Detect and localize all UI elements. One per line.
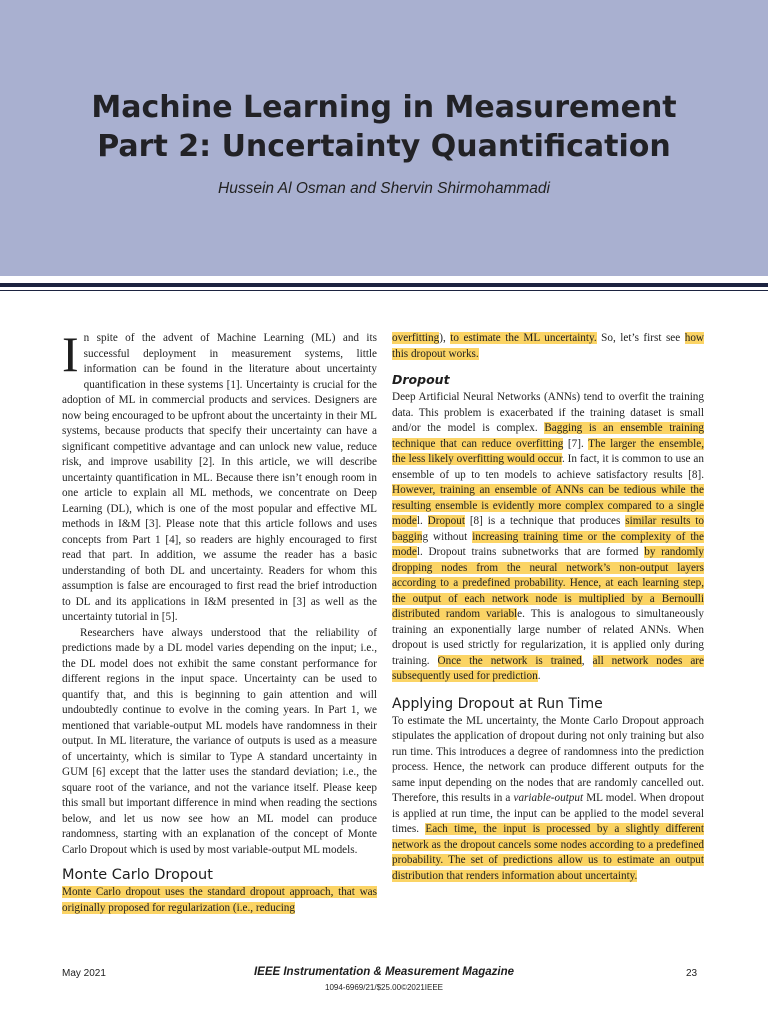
highlight: Dropout [427, 515, 465, 527]
highlight: Once the network is trained [437, 654, 582, 667]
highlight: by randomly dropping nodes from the neural network’s non-output layers according to a predefined probability. Hence, at each learning step, the output of each network node is multiplied by a Bernoulli distributed random variabl [392, 546, 704, 620]
heading-monte-carlo-dropout: Monte Carlo Dropout [62, 867, 213, 883]
paragraph-dropout [392, 390, 704, 685]
text-run: e. This is analogous to simultaneously training an exponentially large number of related ANNs. When dropout is used strictly for regularization, it is applied only during training. [392, 608, 705, 667]
highlight: all network nodes are subsequently used for prediction [392, 654, 704, 682]
paragraph-continuation [392, 331, 704, 362]
heading-dropout: Dropout [392, 372, 450, 387]
text-run: ML model. When dropout is applied at run time, the input can be applied to the model several times. [392, 792, 704, 835]
highlight: to estimate the ML uncertainty. [450, 332, 597, 344]
paragraph-run-time [392, 714, 704, 885]
drop-cap: I [62, 326, 79, 382]
italic-term: variable-output [513, 792, 584, 804]
highlight: Each time, the input is processed by a slightly different network as the dropout cancels some nodes according to a predefined probability. The set of predictions allow us to estimate an output distribution that renders information about uncertainty. [392, 823, 704, 882]
intro-text: n spite of the advent of Machine Learning (ML) and its successful deployment in measurement systems, little information can be found in the literature about uncertainty quantification in these systems [1]. Uncertainty is crucial for the adoption of ML in commercial products and services. Designers are now being encouraged to be upfront about the uncertainty in their ML systems, because products that specify their uncertainty can have a significant competitive advantage and can unlock new value, reduce risk, and improve usability [2]. In this article, we will describe uncertainty quantification in ML. Because there isn’t enough room in one article to explain all ML methods, we concentrate on Deep Learning (DL), which is one of the most popular and effective ML methods in I&M [3]. Please note that this article follows and uses concepts from Part 1 [4], so readers are highly encouraged to first read that part. In addition, we assume the reader has a basic understanding of both DL and uncertainty. Readers for whom this assumption is false are encouraged to first read the brief introduction to DL and its applications in I&M presented in [3] as well as the uncertainty tutorial in [5]. [62, 332, 377, 623]
heading-applying-dropout-run-time: Applying Dropout at Run Time [392, 695, 603, 712]
text-run: [8] is a technique that produces [464, 515, 626, 527]
header-rule-thin [0, 290, 768, 291]
page-title [0, 88, 768, 166]
header-band [0, 0, 768, 276]
highlight: overfitting [392, 332, 440, 344]
text-run: . [537, 670, 541, 682]
highlight: Bagging is an ensemble training technique that can reduce overfitting [392, 422, 704, 450]
text-run: l. [416, 515, 428, 527]
text-run: Deep Artificial Neural Networks (ANNs) tend to overfit the training data. This problem is exacerbated if the training dataset is small and/or the model is complex. [392, 391, 704, 434]
paragraph-monte-carlo [62, 885, 377, 916]
text-run: . In fact, it is common to use an ensemble of up to ten models to achieve satisfactory results [8]. [392, 453, 704, 481]
footer-magazine: IEEE Instrumentation & Measurement Magazine [253, 966, 515, 978]
text-run: ), [439, 332, 451, 344]
paragraph-researchers: Researchers have always understood that the reliability of predictions made by a DL model varies depending on the input; i.e., the DL model does not exhibit the same constant performance for different regions in the input space. Uncertainty can be used to quantify that, and this is beginning to gain attention and will undoubtedly continue to evolve in the coming years. In Part 1, we mentioned that variable-output ML models have randomness in their output. In ML literature, the variance of outputs is used as a measure of uncertainty, which is similar to Type A standard uncertainty in GUM [6] except that the latter uses the standard deviation; i.e., the square root of the variance, and not the variance itself. Please keep this small but important difference in mind when reading the sections below, and let us now see how an ML model can produce randomness, starting with an explanation of the concept of Monte Carlo Dropout which is used by most variable-output ML models. [62, 626, 377, 856]
text-run: l. Dropout trains subnetworks that are formed [416, 546, 645, 558]
title-line-2: Part 2: Uncertainty Quantification [97, 129, 671, 164]
footer-page-number: 23 [686, 968, 698, 979]
highlight: similar results to baggin [392, 515, 705, 543]
highlight: how this dropout works. [392, 332, 705, 360]
highlight: However, training an ensemble of ANNs can be tedious while the resulting ensemble is evidently more complex compared to a single mode [392, 484, 704, 527]
left-column [62, 326, 377, 916]
footer-copyright-code: 1094-6969/21/$25.00©2021IEEE [325, 983, 443, 992]
highlight: Monte Carlo dropout uses the standard dropout approach, that was originally proposed for regularization (i.e., reducing [62, 886, 377, 914]
highlight: The larger the ensemble, the less likely overfitting would occur [392, 437, 705, 465]
title-line-1: Machine Learning in Measurement [91, 90, 677, 125]
text-run: To estimate the ML uncertainty, the Monte Carlo Dropout approach stipulates the application of dropout during not only training but also run time. This introduces a degree of randomness into the prediction process. Hence, the network can produce different outputs for the same input depending on the nodes that are randomly cancelled out. Therefore, this results in a [392, 714, 704, 804]
text-run: [7]. [563, 437, 589, 450]
intro-paragraph [62, 326, 377, 626]
authors: Hussein Al Osman and Shervin Shirmohammadi [218, 180, 550, 197]
footer-date: May 2021 [62, 968, 106, 979]
right-column [392, 331, 704, 884]
highlight: increasing training time or the complexity of the mode [392, 530, 704, 558]
header-rule-thick [0, 283, 768, 287]
text-run: g without [422, 530, 473, 543]
text-run: , [581, 654, 593, 667]
text-run: So, let’s first see [596, 332, 685, 344]
